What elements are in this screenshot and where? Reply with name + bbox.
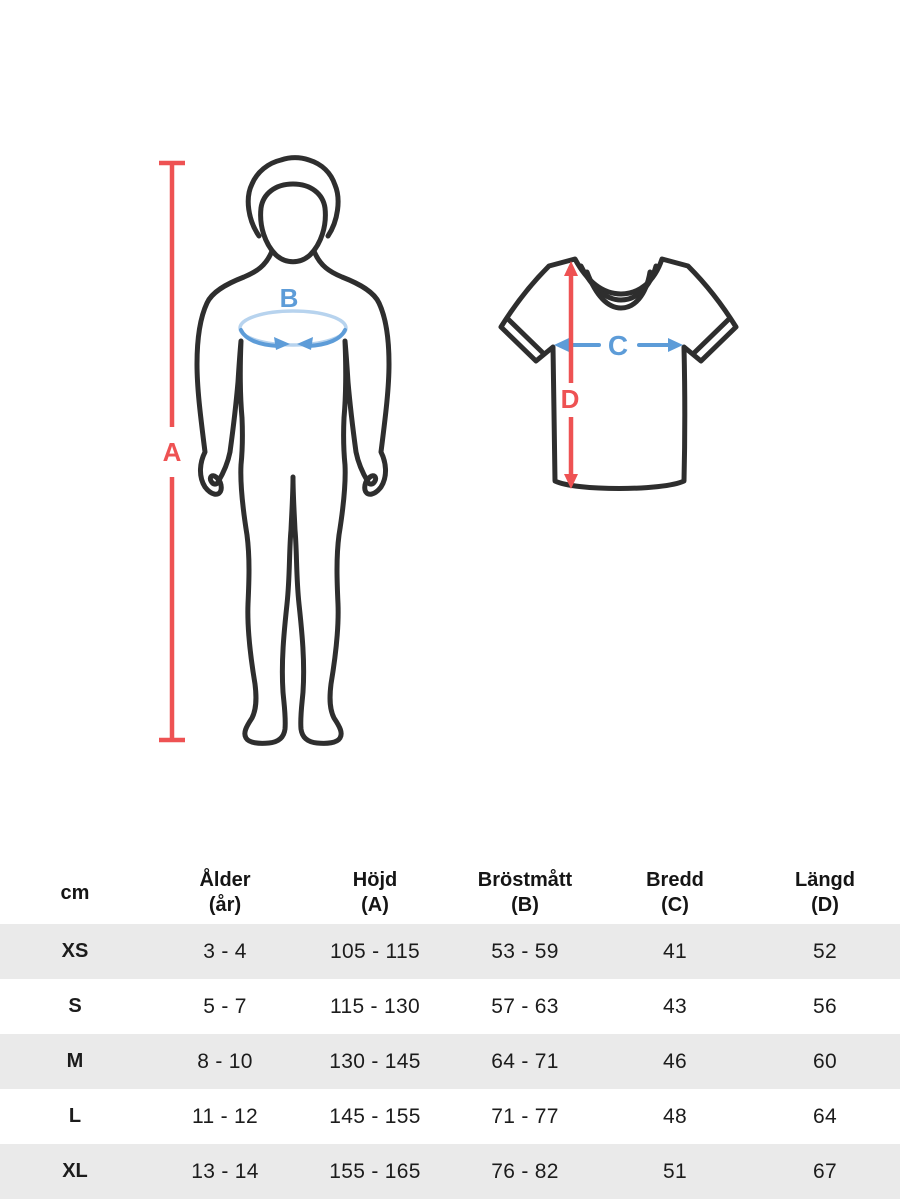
chest-cell: 57 - 63 <box>491 994 559 1018</box>
chest-arrow-left <box>241 330 278 346</box>
header-age <box>150 862 300 924</box>
age-cell: 5 - 7 <box>203 994 247 1018</box>
header-line1: Bröstmått <box>477 869 573 891</box>
width-cell: 41 <box>663 939 687 963</box>
age-cell: 13 - 14 <box>191 1159 259 1183</box>
chest-arrow-left-head <box>274 337 290 350</box>
tshirt-outline <box>501 259 736 489</box>
height-cell: 130 - 145 <box>329 1049 421 1073</box>
height-cell: 145 - 155 <box>329 1104 421 1128</box>
length-measure <box>561 261 580 489</box>
header-length <box>750 862 900 924</box>
header-line1: cm <box>60 881 90 904</box>
width-cell: 48 <box>663 1104 687 1128</box>
header-unit <box>0 862 150 924</box>
width-arrow-left-head <box>554 338 569 352</box>
header-line1: Bredd <box>646 869 704 891</box>
size-cell: L <box>68 1105 82 1127</box>
width-cell: 51 <box>663 1159 687 1183</box>
length-cell: 52 <box>813 939 837 963</box>
height-cell: 105 - 115 <box>330 939 420 963</box>
length-cell: 60 <box>813 1049 837 1073</box>
header-height <box>300 862 450 924</box>
header-line2: (B) <box>511 894 539 916</box>
header-line2: (C) <box>661 894 689 916</box>
table-header-row <box>0 862 900 924</box>
header-width <box>600 862 750 924</box>
header-chest <box>450 862 600 924</box>
chest-cell: 71 - 77 <box>491 1104 559 1128</box>
chest-cell: 76 - 82 <box>491 1159 559 1183</box>
table-row <box>0 1144 900 1199</box>
chest-cell: 53 - 59 <box>491 939 559 963</box>
table-row <box>0 979 900 1034</box>
height-cell: 155 - 165 <box>329 1159 421 1183</box>
width-label: C <box>607 330 629 361</box>
size-cell: M <box>66 1050 84 1072</box>
chest-arrow-right <box>308 330 345 346</box>
header-line1: Höjd <box>352 869 398 891</box>
age-cell: 3 - 4 <box>203 939 247 963</box>
length-cell: 67 <box>813 1159 837 1183</box>
header-line2: (D) <box>811 894 839 916</box>
body-outline <box>197 251 389 743</box>
table-row <box>0 1034 900 1089</box>
age-cell: 11 - 12 <box>192 1104 258 1128</box>
size-cell: XS <box>61 940 89 962</box>
header-line1: Längd <box>795 869 855 891</box>
chest-arrow-right-head <box>297 337 313 350</box>
table-row <box>0 924 900 979</box>
width-arrow-right-head <box>668 338 683 352</box>
header-line1: Ålder <box>199 869 251 891</box>
height-measure <box>159 163 185 740</box>
child-figure <box>197 158 389 744</box>
size-cell: XL <box>62 1160 88 1182</box>
height-label: A <box>162 437 182 467</box>
width-cell: 43 <box>663 994 687 1018</box>
width-measure <box>554 330 683 361</box>
length-label: D <box>560 384 580 414</box>
table-row <box>0 1089 900 1144</box>
size-cell: S <box>68 995 82 1017</box>
chest-cell: 64 - 71 <box>491 1049 559 1073</box>
age-cell: 8 - 10 <box>197 1049 253 1073</box>
chest-ellipse <box>240 311 346 345</box>
header-line2: (år) <box>208 894 242 916</box>
length-cell: 56 <box>813 994 837 1018</box>
height-cell: 115 - 130 <box>330 994 420 1018</box>
length-cell: 64 <box>813 1104 837 1128</box>
size-table <box>0 862 900 1199</box>
header-line2: (A) <box>361 894 389 916</box>
width-cell: 46 <box>663 1049 687 1073</box>
chest-measure <box>240 283 346 350</box>
chest-label: B <box>279 283 299 313</box>
tshirt-figure <box>501 259 736 489</box>
